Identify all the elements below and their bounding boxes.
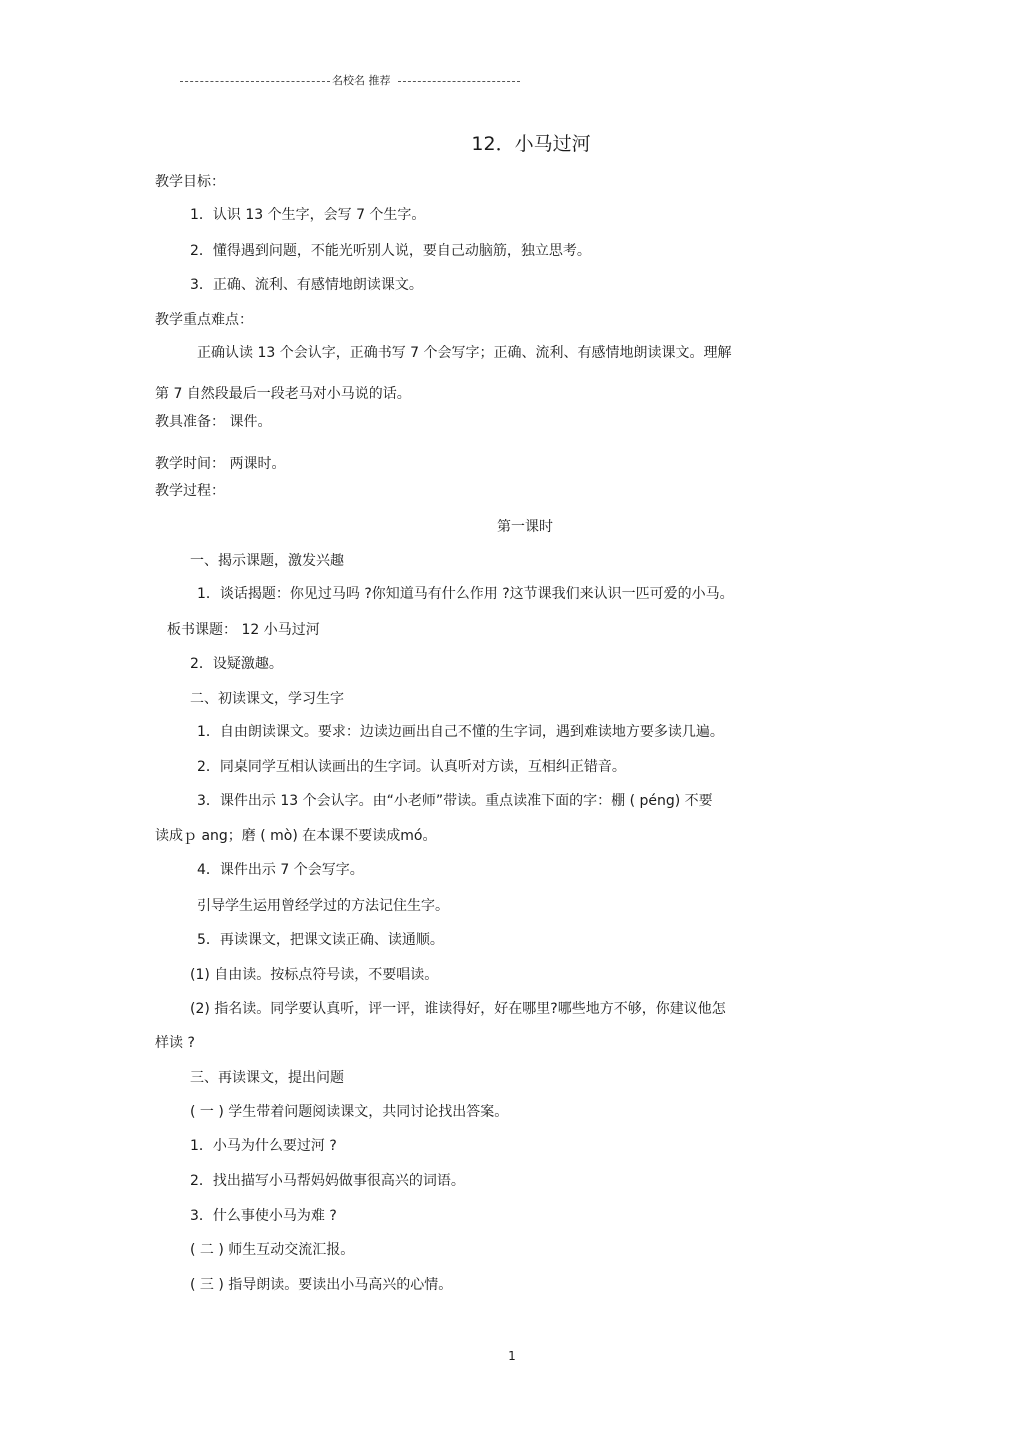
- objective-3: 3．正确、流利、有感情地朗读课文。: [190, 277, 423, 293]
- step-2-5-2: (2) 指名读。同学要认真听，评一评，谁读得好，好在哪里?哪些地方不够，你建议他怎: [190, 1001, 726, 1017]
- header-dash-right: [398, 81, 520, 82]
- page-number: 1: [508, 1349, 516, 1363]
- step-2-5-2-cont: 样读 ?: [155, 1035, 195, 1051]
- title-text: 12．小马过河: [471, 133, 591, 155]
- board-title: 板书课题： 12 小马过河: [167, 622, 320, 638]
- step-2-4: 4．课件出示 7 个会写字。: [197, 862, 364, 878]
- step-1-1: 1．谈话揭题：你见过马吗 ?你知道马有什么作用 ?这节课我们来认识一匹可爱的小马。: [197, 586, 734, 602]
- part-3-heading: 三、再读课文，提出问题: [190, 1070, 344, 1086]
- step-1-2: 2．设疑激趣。: [190, 656, 283, 672]
- document-title: [0, 132, 1024, 156]
- teaching-time: 教学时间： 两课时。: [155, 456, 286, 472]
- question-3: 3．什么事使小马为难 ?: [190, 1208, 337, 1224]
- step-2-5: 5．再读课文，把课文读正确、读通顺。: [197, 932, 444, 948]
- objective-1: 1．认识 13 个生字，会写 7 个生字。: [190, 207, 426, 223]
- part-3-a: ( 一 ) 学生带着问题阅读课文，共同讨论找出答案。: [190, 1104, 509, 1120]
- step-2-5-1: (1) 自由读。按标点符号读，不要唱读。: [190, 967, 439, 983]
- part-2-heading: 二、初读课文，学习生字: [190, 691, 344, 707]
- objective-2: 2．懂得遇到问题，不能光听别人说，要自己动脑筋，独立思考。: [190, 243, 591, 259]
- header-text: 名校名 推荐: [332, 74, 391, 87]
- part-3-c: ( 三 ) 指导朗读。要读出小马高兴的心情。: [190, 1277, 453, 1293]
- header-dash-left: [180, 81, 330, 82]
- step-2-1: 1．自由朗读课文。要求：边读边画出自己不懂的生字词，遇到难读地方要多读几遍。: [197, 724, 724, 740]
- heading-objectives: 教学目标：: [155, 174, 225, 190]
- heading-process: 教学过程：: [155, 483, 225, 499]
- page-header: [180, 74, 520, 88]
- question-1: 1．小马为什么要过河 ?: [190, 1138, 337, 1154]
- step-2-4-note: 引导学生运用曾经学过的方法记住生字。: [197, 898, 449, 914]
- key-points-line-1: 正确认读 13 个会认字，正确书写 7 个会写字；正确、流利、有感情地朗读课文。理解: [197, 345, 732, 361]
- heading-key-points: 教学重点难点：: [155, 312, 253, 328]
- step-2-2: 2．同桌同学互相认读画出的生字词。认真听对方读，互相纠正错音。: [197, 759, 626, 775]
- teaching-aids: 教具准备： 课件。: [155, 414, 272, 430]
- step-2-3: 3．课件出示 13 个会认字。由“小老师”带读。重点读准下面的字：棚 ( péng) 不要: [197, 793, 713, 809]
- part-3-b: ( 二 ) 师生互动交流汇报。: [190, 1242, 355, 1258]
- section-first-lesson: 第一课时: [497, 519, 553, 535]
- step-2-3-cont: 读成ｐ ang；磨 ( mò) 在本课不要读成mó。: [155, 828, 437, 844]
- question-2: 2．找出描写小马帮妈妈做事很高兴的词语。: [190, 1173, 465, 1189]
- key-points-line-2: 第 7 自然段最后一段老马对小马说的话。: [155, 386, 411, 402]
- part-1-heading: 一、揭示课题，激发兴趣: [190, 553, 344, 569]
